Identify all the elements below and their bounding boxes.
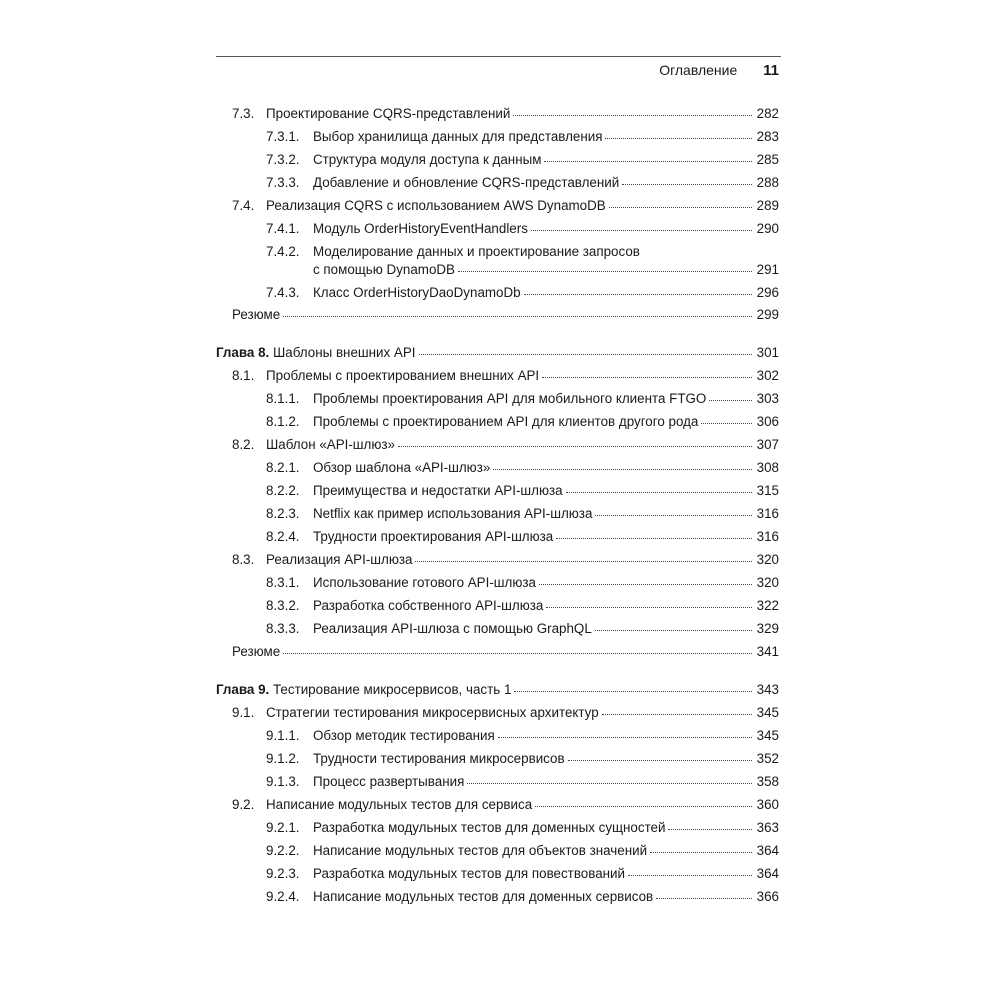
toc-section (232, 795, 779, 812)
toc-subsection (266, 818, 779, 835)
dot-leader (628, 862, 752, 876)
dot-leader (531, 217, 752, 231)
dot-leader (568, 747, 752, 761)
toc-subsection (266, 504, 779, 521)
subsection-title: Моделирование данных и проектирование запросов (313, 244, 640, 259)
section-page: 302 (756, 368, 779, 383)
toc-section (232, 104, 779, 121)
subsection-page: 316 (756, 506, 779, 521)
subsection-number: 8.1.2. (266, 414, 300, 429)
dot-leader (415, 548, 752, 562)
subsection-title: Использование готового API-шлюза (313, 575, 536, 590)
toc-subsection (266, 173, 779, 190)
toc-subsection (266, 864, 779, 881)
dot-leader (701, 410, 752, 424)
subsection-title: Преимущества и недостатки API-шлюза (313, 483, 563, 498)
dot-leader (535, 793, 752, 807)
subsection-title-continued: с помощью DynamoDB (313, 262, 455, 277)
section-number: 8.1. (232, 368, 255, 383)
toc-section (232, 196, 779, 213)
subsection-page: 296 (756, 285, 779, 300)
chapter-page: 301 (756, 345, 779, 360)
toc-subsection (266, 772, 779, 789)
subsection-number: 9.1.1. (266, 728, 300, 743)
subsection-page: 285 (756, 152, 779, 167)
subsection-number: 9.2.1. (266, 820, 300, 835)
dot-leader (595, 502, 752, 516)
toc-subsection (266, 887, 779, 904)
toc-section (232, 366, 779, 383)
dot-leader (514, 678, 752, 692)
section-number: 8.3. (232, 552, 255, 567)
toc-subsection (266, 127, 779, 144)
subsection-page: 345 (756, 728, 779, 743)
dot-leader (595, 617, 752, 631)
subsection-page: 363 (756, 820, 779, 835)
dot-leader (622, 171, 752, 185)
section-title: Реализация API-шлюза (266, 552, 413, 567)
subsection-title: Реализация API-шлюза с помощью GraphQL (313, 621, 592, 636)
subsection-title: Написание модульных тестов для объектов значений (313, 843, 648, 858)
section-page: 282 (756, 106, 779, 121)
subsection-number: 8.2.1. (266, 460, 300, 475)
summary-page: 341 (756, 644, 779, 659)
section-title: Написание модульных тестов для сервиса (266, 797, 533, 812)
subsection-page: 316 (756, 529, 779, 544)
subsection-title: Проблемы проектирования API для мобильного клиента FTGO (313, 391, 707, 406)
subsection-title: Netflix как пример использования API-шлюза (313, 506, 593, 521)
subsection-page: 352 (756, 751, 779, 766)
section-title: Проблемы с проектированием внешних API (266, 368, 540, 383)
section-title: Реализация CQRS с использованием AWS DynamoDB (266, 198, 606, 213)
chapter-title: Тестирование микросервисов, часть 1 (269, 682, 512, 697)
subsection-number: 8.2.3. (266, 506, 300, 521)
subsection-title: Добавление и обновление CQRS-представлений (313, 175, 620, 190)
toc-subsection (266, 841, 779, 858)
section-page: 289 (756, 198, 779, 213)
toc-subsection (266, 219, 779, 236)
chapter-label: Глава 8. (216, 345, 270, 360)
toc-subsection (266, 481, 779, 498)
subsection-number: 7.4.1. (266, 221, 300, 236)
subsection-title: Разработка модульных тестов для доменных сущностей (313, 820, 666, 835)
dot-leader (566, 479, 752, 493)
subsection-number: 8.1.1. (266, 391, 300, 406)
dot-leader (458, 258, 752, 272)
subsection-title: Обзор методик тестирования (313, 728, 495, 743)
dot-leader (709, 387, 752, 401)
toc-subsection (266, 573, 779, 590)
toc-summary (232, 305, 779, 322)
section-number: 8.2. (232, 437, 255, 452)
subsection-number: 7.3.3. (266, 175, 300, 190)
section-number: 7.3. (232, 106, 255, 121)
section-page: 320 (756, 552, 779, 567)
dot-leader (556, 525, 752, 539)
dot-leader (419, 341, 752, 355)
subsection-page: 303 (756, 391, 779, 406)
subsection-number: 9.2.2. (266, 843, 300, 858)
subsection-number: 7.4.3. (266, 285, 300, 300)
subsection-number: 8.3.2. (266, 598, 300, 613)
dot-leader (602, 701, 752, 715)
subsection-number: 7.4.2. (266, 244, 300, 259)
summary-title: Резюме (232, 644, 281, 659)
page-number: 11 (763, 62, 779, 79)
chapter-title: Шаблоны внешних API (269, 345, 416, 360)
subsection-page: 308 (756, 460, 779, 475)
dot-leader (609, 194, 752, 208)
subsection-title: Трудности тестирования микросервисов (313, 751, 565, 766)
subsection-page: 364 (756, 866, 779, 881)
subsection-title: Обзор шаблона «API-шлюз» (313, 460, 491, 475)
subsection-number: 7.3.1. (266, 129, 300, 144)
subsection-title: Написание модульных тестов для доменных сервисов (313, 889, 654, 904)
toc-subsection (266, 726, 779, 743)
section-number: 7.4. (232, 198, 255, 213)
subsection-page: 364 (756, 843, 779, 858)
toc-summary (232, 642, 779, 659)
subsection-number: 9.2.4. (266, 889, 300, 904)
subsection-page: 315 (756, 483, 779, 498)
subsection-title: Разработка модульных тестов для повествований (313, 866, 625, 881)
chapter-page: 343 (756, 682, 779, 697)
subsection-title: Модуль OrderHistoryEventHandlers (313, 221, 528, 236)
dot-leader (398, 433, 752, 447)
summary-title: Резюме (232, 307, 281, 322)
subsection-number: 9.1.3. (266, 774, 300, 789)
subsection-page: 288 (756, 175, 779, 190)
section-title: Шаблон «API-шлюз» (266, 437, 395, 452)
dot-leader (544, 148, 752, 162)
subsection-title: Разработка собственного API-шлюза (313, 598, 544, 613)
subsection-page: 283 (756, 129, 779, 144)
dot-leader (656, 885, 752, 899)
section-number: 9.2. (232, 797, 255, 812)
subsection-title: Проблемы с проектированием API для клиентов другого рода (313, 414, 699, 429)
toc-section (232, 550, 779, 567)
subsection-page: 306 (756, 414, 779, 429)
toc-subsection (266, 150, 779, 167)
subsection-number: 8.2.2. (266, 483, 300, 498)
dot-leader (546, 594, 752, 608)
toc-subsection (266, 458, 779, 475)
subsection-title: Трудности проектирования API-шлюза (313, 529, 554, 544)
section-page: 360 (756, 797, 779, 812)
subsection-number: 9.1.2. (266, 751, 300, 766)
dot-leader (650, 839, 752, 853)
chapter-label: Глава 9. (216, 682, 270, 697)
toc-section (232, 703, 779, 720)
dot-leader (513, 102, 752, 116)
summary-page: 299 (756, 307, 779, 322)
toc-subsection (266, 619, 779, 636)
running-head-title: Оглавление (659, 62, 738, 78)
dot-leader (542, 364, 752, 378)
section-page: 307 (756, 437, 779, 452)
subsection-number: 8.2.4. (266, 529, 300, 544)
toc-subsection (266, 596, 779, 613)
subsection-page: 320 (756, 575, 779, 590)
subsection-number: 8.3.3. (266, 621, 300, 636)
dot-leader (498, 724, 752, 738)
subsection-title: Класс OrderHistoryDaoDynamoDb (313, 285, 521, 300)
toc-subsection (266, 283, 779, 300)
dot-leader (493, 456, 752, 470)
subsection-page: 322 (756, 598, 779, 613)
section-page: 345 (756, 705, 779, 720)
dot-leader (668, 816, 752, 830)
toc-subsection (266, 412, 779, 429)
subsection-title: Процесс развертывания (313, 774, 465, 789)
dot-leader (283, 303, 752, 317)
subsection-title: Выбор хранилища данных для представления (313, 129, 603, 144)
section-title: Стратегии тестирования микросервисных архитектур (266, 705, 599, 720)
subsection-title: Структура модуля доступа к данным (313, 152, 542, 167)
subsection-page: 290 (756, 221, 779, 236)
subsection-number: 9.2.3. (266, 866, 300, 881)
toc-subsection (266, 749, 779, 766)
toc-chapter (216, 343, 779, 360)
subsection-page: 366 (756, 889, 779, 904)
toc-section (232, 435, 779, 452)
dot-leader (539, 571, 752, 585)
section-number: 9.1. (232, 705, 255, 720)
toc-subsection (266, 243, 779, 277)
toc-subsection (266, 389, 779, 406)
dot-leader (283, 640, 752, 654)
toc-subsection (266, 527, 779, 544)
dot-leader (524, 281, 752, 295)
section-title: Проектирование CQRS-представлений (266, 106, 511, 121)
subsection-number: 8.3.1. (266, 575, 300, 590)
subsection-page: 358 (756, 774, 779, 789)
toc-chapter (216, 680, 779, 697)
subsection-page: 329 (756, 621, 779, 636)
subsection-page: 291 (756, 262, 779, 277)
dot-leader (467, 770, 752, 784)
subsection-number: 7.3.2. (266, 152, 300, 167)
dot-leader (605, 125, 752, 139)
